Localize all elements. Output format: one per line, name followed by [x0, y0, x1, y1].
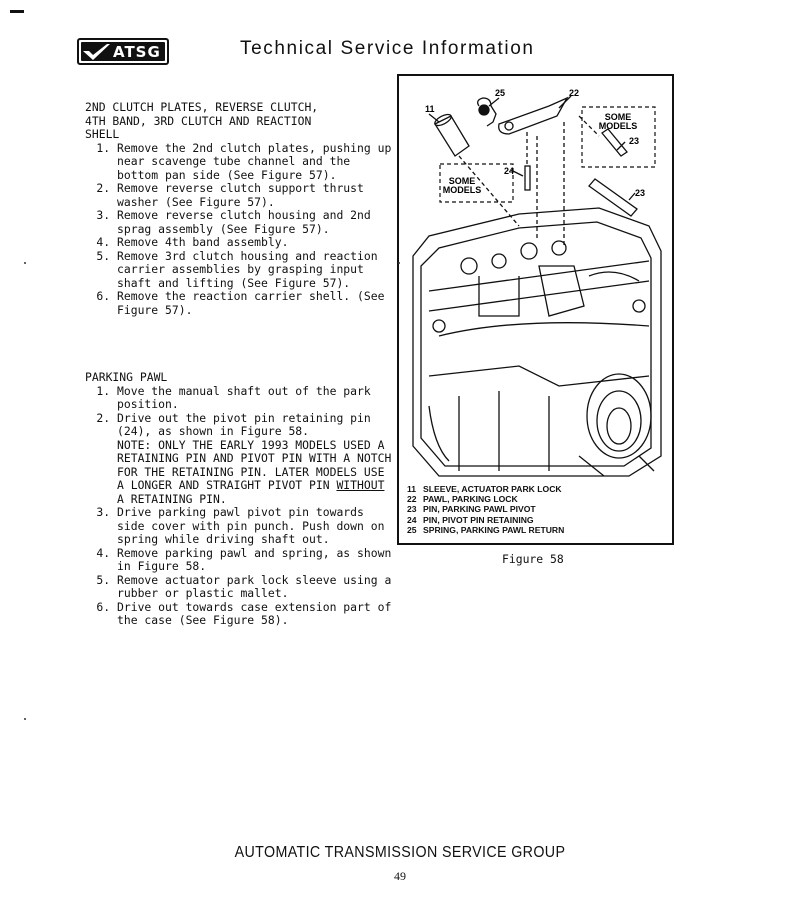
step-item: 2. Remove reverse clutch support thrust washer (See Figure 57). [117, 182, 395, 209]
step-item: 4. Remove parking pawl and spring, as shown in Figure 58. [117, 547, 395, 574]
step-list [85, 385, 395, 628]
step-item: 1. Move the manual shaft out of the park position. [117, 385, 395, 412]
callout-24: 24 [504, 166, 515, 176]
transmission-case-illustration [399, 76, 674, 545]
step-item: 3. Remove reverse clutch housing and 2nd sprag assembly (See Figure 57). [117, 209, 395, 236]
step-text: Drive out the pivot pin retaining pin (24), as shown in Figure 58. [117, 410, 371, 438]
step-item: 3. Drive parking pawl pivot pin towards side cover with pin punch. Push down on spring while driving shaft out. [117, 506, 395, 547]
callout-25: 25 [495, 88, 506, 98]
legend-item: 11 SLEEVE, ACTUATOR PARK LOCK [407, 484, 562, 494]
callout-23: 23 [629, 136, 640, 146]
section-parking-pawl [85, 371, 395, 628]
note-text: NOTE: ONLY THE EARLY 1993 MODELS USED A RETAINING PIN AND PIVOT PIN WITH A NOTCH FOR THE RETAINING PIN. LATER MODELS USE A LONGER AND STRAIGHT PIVOT PIN [117, 437, 392, 492]
step-item: 5. Remove 3rd clutch housing and reaction carrier assemblies by grasping input shaft and lifting (See Figure 57). [117, 250, 395, 291]
legend-item: 25 SPRING, PARKING PAWL RETURN [407, 524, 565, 535]
note-text: A RETAINING PIN. [117, 491, 227, 506]
section-heading-line: SHELL [85, 127, 120, 141]
section-heading-line: 4TH BAND, 3RD CLUTCH AND REACTION [85, 113, 312, 128]
note-emphasis: WITHOUT [336, 478, 385, 492]
step-list [85, 142, 395, 318]
some-models-label: MODELS [598, 121, 638, 131]
step-item: 4. Remove 4th band assembly. [117, 236, 395, 250]
step-item: 6. Remove the reaction carrier shell. (See Figure 57). [117, 290, 395, 317]
some-models-label: MODELS [442, 185, 482, 195]
some-models-label: SOME [448, 176, 476, 186]
atsg-logo [77, 38, 169, 65]
scan-speck [398, 262, 400, 264]
logo-text: ATSG [113, 42, 161, 61]
step-item: 6. Drive out towards case extension part of the case (See Figure 58). [117, 601, 395, 628]
scan-speck [24, 718, 26, 720]
step-item: 1. Remove the 2nd clutch plates, pushing up near scavenge tube channel and the bottom pan side (See Figure 57). [117, 142, 395, 183]
page-title: Technical Service Information [240, 38, 535, 59]
legend-item: 23 PIN, PARKING PAWL PIVOT [407, 504, 536, 515]
section-heading: PARKING PAWL [85, 370, 168, 384]
legend-item: 22 PAWL, PARKING LOCK [407, 494, 518, 505]
corner-mark [10, 10, 24, 13]
checkmark-icon [81, 42, 111, 61]
section-clutch-removal [85, 101, 395, 317]
callout-23: 23 [635, 188, 646, 198]
figure-58-box [397, 74, 674, 545]
scan-speck [24, 262, 26, 264]
section-heading-line: 2ND CLUTCH PLATES, REVERSE CLUTCH, [85, 100, 319, 114]
some-models-label: SOME [604, 112, 632, 122]
figure-legend [407, 484, 564, 535]
callout-22: 22 [569, 88, 580, 98]
step-item [117, 412, 395, 507]
page-number: 49 [394, 869, 406, 883]
step-item: 5. Remove actuator park lock sleeve using a rubber or plastic mallet. [117, 574, 395, 601]
callout-11: 11 [425, 104, 435, 114]
footer-org: AUTOMATIC TRANSMISSION SERVICE GROUP [234, 844, 566, 861]
figure-caption: Figure 58 [502, 552, 564, 566]
legend-item: 24 PIN, PIVOT PIN RETAINING [407, 514, 534, 525]
